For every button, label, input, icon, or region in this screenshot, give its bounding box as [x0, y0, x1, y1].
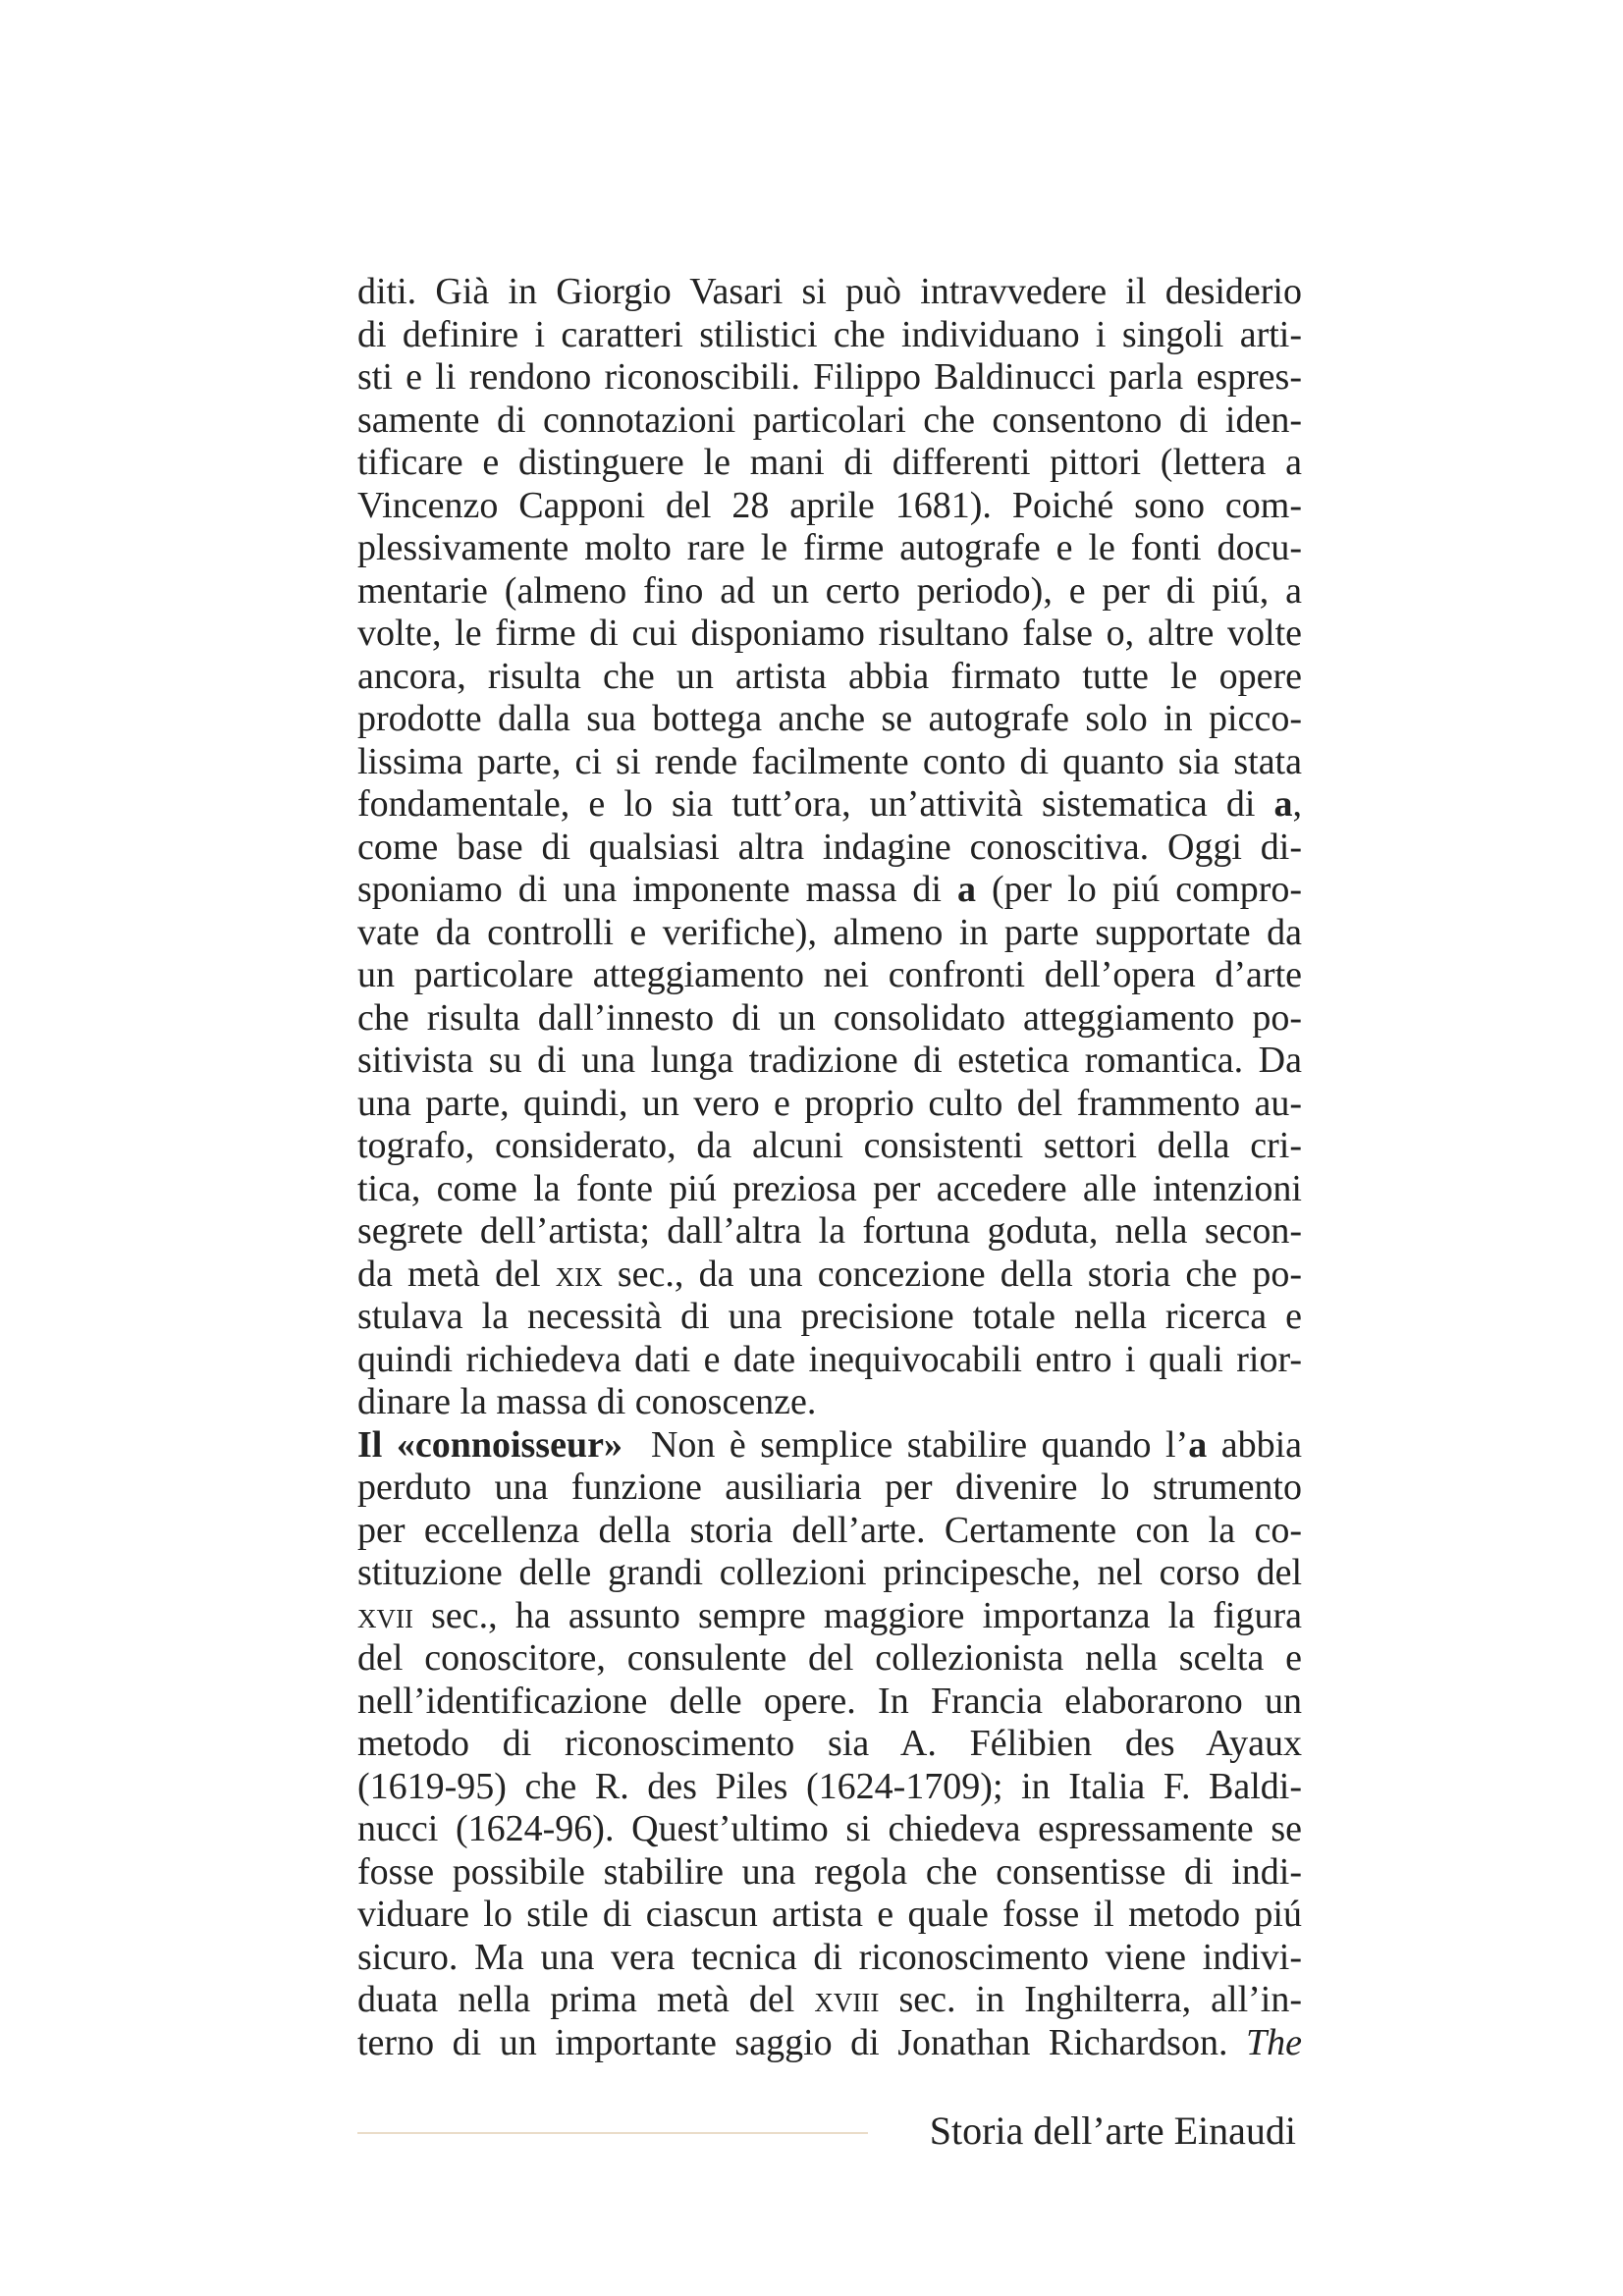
text-line [357, 783, 1302, 827]
text-run: volte, le firme di cui disponiamo risultano false o, altre volte [357, 613, 1302, 654]
text-line [357, 1637, 1302, 1681]
text-line [357, 1168, 1302, 1211]
text-line [357, 1766, 1302, 1809]
text-line [357, 485, 1302, 528]
text-line [357, 1851, 1302, 1895]
text-run: come base di qualsiasi altra indagine conoscitiva. Oggi di- [357, 826, 1302, 868]
text-run: stulava la necessità di una precisione totale nella ricerca e [357, 1296, 1302, 1337]
text-run: quindi richiedeva dati e date inequivocabili entro i quali rior- [357, 1338, 1302, 1380]
footer-title: Storia dell’arte Einaudi [929, 2109, 1296, 2153]
text-run: da metà del [357, 1253, 556, 1295]
text-line [357, 869, 1302, 912]
text-line [357, 827, 1302, 870]
body-text [357, 271, 1302, 2064]
text-line [357, 1296, 1302, 1339]
text-line [357, 912, 1302, 955]
text-run: sponiamo di una imponente massa di [357, 869, 957, 910]
text-line [357, 1510, 1302, 1553]
text-run: duata nella prima metà del [357, 1979, 815, 2020]
text-line [357, 698, 1302, 741]
text-line [357, 1381, 1302, 1424]
text-run: metodo di riconoscimento sia A. Félibien des Ayaux [357, 1723, 1302, 1764]
text-run: terno di un importante saggio di Jonathan Richardson. [357, 2021, 1246, 2063]
text-line [357, 1723, 1302, 1766]
text-run: Vincenzo Capponi del 28 aprile 1681). Poiché sono com- [357, 484, 1302, 526]
text-line [357, 1979, 1302, 2022]
text-line [357, 1254, 1302, 1297]
footer-rule [357, 2132, 868, 2134]
text-line [357, 1937, 1302, 1980]
text-run: diti. Già in Giorgio Vasari si può intravvedere il desiderio [357, 271, 1302, 312]
text-line [357, 400, 1302, 443]
text-run: Non è semplice stabilire quando l’ [622, 1423, 1189, 1466]
text-run: tografo, considerato, da alcuni consistenti settori della cri- [357, 1125, 1302, 1166]
text-line [357, 1083, 1302, 1126]
text-run: dinare la massa di conoscenze. [357, 1381, 817, 1422]
text-line [357, 1424, 1302, 1468]
text-run: (1619-95) che R. des Piles (1624-1709); in Italia F. Baldi- [357, 1765, 1302, 1807]
text-run: (per lo piú compro- [976, 869, 1302, 910]
small-caps-text: xvii [357, 1594, 413, 1636]
text-line [357, 1040, 1302, 1083]
text-run: sti e li rendono riconoscibili. Filippo Baldinucci parla espres- [357, 356, 1302, 398]
bold-text: a [1273, 783, 1293, 825]
text-line [357, 1681, 1302, 1724]
text-line [357, 1125, 1302, 1168]
text-line [357, 527, 1302, 570]
text-line [357, 1210, 1302, 1254]
text-run: sec. in Inghilterra, all’in- [879, 1979, 1302, 2020]
text-line [357, 314, 1302, 357]
text-run: plessivamente molto rare le firme autografe e le fonti docu- [357, 527, 1302, 568]
text-run: fosse possibile stabilire una regola che consentisse di indi- [357, 1850, 1302, 1893]
text-line [357, 2022, 1302, 2065]
text-line [357, 1339, 1302, 1382]
text-line [357, 1595, 1302, 1638]
small-caps-text: xviii [814, 1979, 880, 2020]
bold-text: Il «connoisseur» [357, 1423, 622, 1466]
text-run: segrete dell’artista; dall’altra la fortuna goduta, nella secon- [357, 1210, 1302, 1252]
text-run: prodotte dalla sua bottega anche se autografe solo in picco- [357, 698, 1302, 739]
text-run: per eccellenza della storia dell’arte. Certamente con la co- [357, 1509, 1302, 1551]
text-run: nucci (1624-96). Quest’ultimo si chiedeva espressamente se [357, 1808, 1302, 1849]
text-run: ancora, risulta che un artista abbia firmato tutte le opere [357, 655, 1302, 697]
text-line [357, 954, 1302, 997]
text-line [357, 442, 1302, 485]
bold-text: a [1188, 1423, 1208, 1466]
text-run: mentarie (almeno fino ad un certo periodo), e per di piú, a [357, 569, 1302, 612]
text-run: , [1292, 783, 1302, 825]
text-run: stituzione delle grandi collezioni principesche, nel corso del [357, 1552, 1302, 1593]
text-line [357, 271, 1302, 314]
text-run: abbia [1207, 1423, 1302, 1466]
text-run: di definire i caratteri stilistici che individuano i singoli arti- [357, 313, 1302, 355]
text-line [357, 997, 1302, 1041]
text-line [357, 1552, 1302, 1595]
small-caps-text: xix [555, 1253, 603, 1295]
text-run: tificare e distinguere le mani di differenti pittori (lettera a [357, 442, 1302, 483]
text-line [357, 1467, 1302, 1510]
text-run: fondamentale, e lo sia tutt’ora, un’attività sistematica di [357, 783, 1274, 825]
text-run: sec., da una concezione della storia che po- [602, 1253, 1302, 1295]
bold-text: a [957, 869, 976, 910]
text-run: un particolare atteggiamento nei confronti dell’opera d’arte [357, 954, 1302, 995]
text-run: sec., ha assunto sempre maggiore importanza la figura [412, 1594, 1302, 1636]
text-run: che risulta dall’innesto di un consolidato atteggiamento po- [357, 996, 1302, 1039]
text-run: sitivista su di una lunga tradizione di estetica romantica. Da [357, 1040, 1302, 1081]
text-run: nell’identificazione delle opere. In Francia elaborarono un [357, 1680, 1302, 1722]
italic-text: The [1246, 2021, 1302, 2063]
text-run: samente di connotazioni particolari che consentono di iden- [357, 399, 1302, 441]
text-run: lissima parte, ci si rende facilmente conto di quanto sia stata [357, 740, 1302, 782]
text-run: del conoscitore, consulente del collezionista nella scelta e [357, 1637, 1302, 1679]
text-run: una parte, quindi, un vero e proprio culto del frammento au- [357, 1082, 1302, 1124]
text-run: tica, come la fonte piú preziosa per accedere alle intenzioni [357, 1167, 1302, 1209]
text-line [357, 613, 1302, 656]
text-line [357, 1808, 1302, 1851]
text-line [357, 741, 1302, 784]
text-run: vate da controlli e verifiche), almeno in parte supportate da [357, 911, 1302, 953]
text-line [357, 656, 1302, 699]
text-run: sicuro. Ma una vera tecnica di riconoscimento viene indivi- [357, 1936, 1302, 1978]
text-run: perduto una funzione ausiliaria per divenire lo strumento [357, 1467, 1302, 1508]
text-line [357, 1894, 1302, 1937]
text-line [357, 356, 1302, 400]
text-run: viduare lo stile di ciascun artista e quale fosse il metodo piú [357, 1894, 1302, 1935]
text-line [357, 570, 1302, 614]
